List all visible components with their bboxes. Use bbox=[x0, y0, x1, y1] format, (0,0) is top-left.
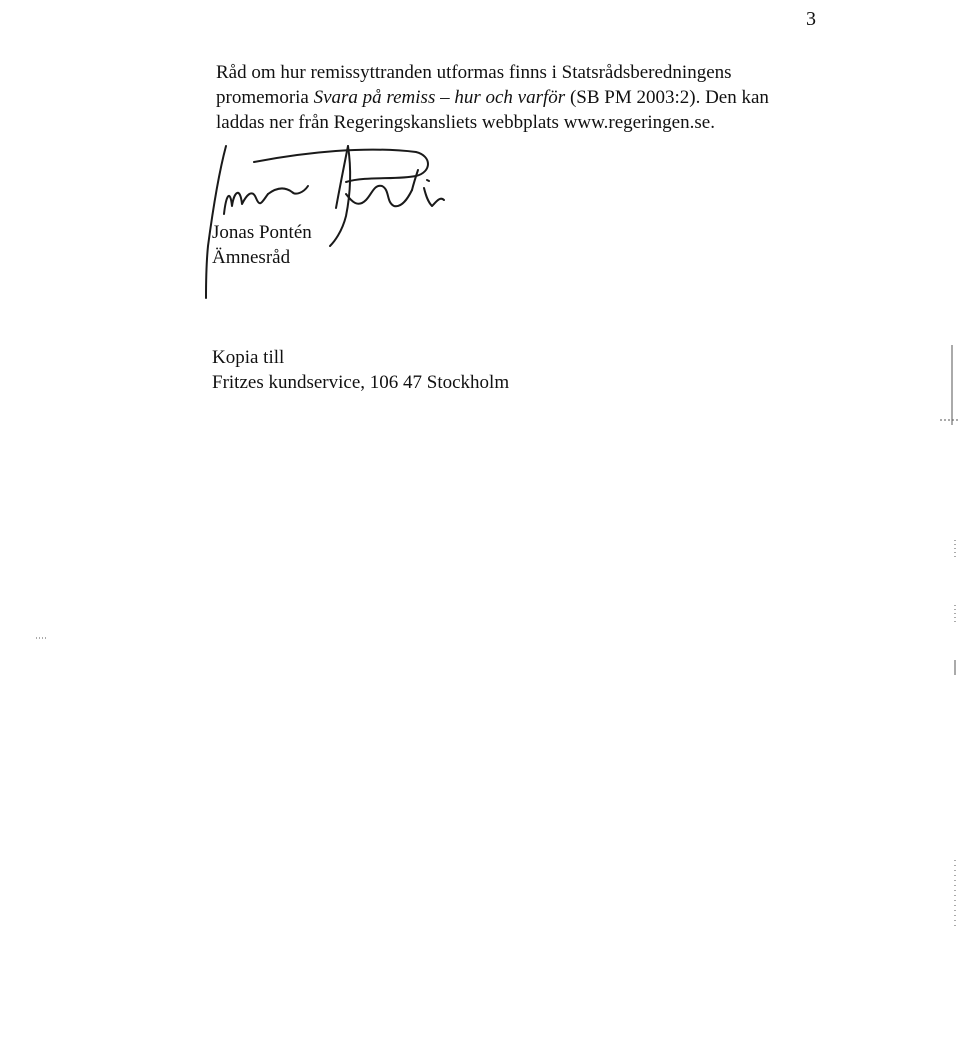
signer-block bbox=[212, 220, 312, 270]
copy-recipient: Fritzes kundservice, 106 47 Stockholm bbox=[212, 372, 510, 393]
paragraph-line-1: Råd om hur remissyttranden utformas finns i Statsrådsberedningens bbox=[216, 62, 732, 83]
paragraph-line-2-end: (SB PM 2003:2). Den kan bbox=[565, 87, 769, 108]
paragraph-line-2 bbox=[216, 85, 816, 110]
page-number: 3 bbox=[806, 8, 816, 30]
paragraph-line-3: laddas ner från Regeringskansliets webbplats www.regeringen.se. bbox=[216, 112, 715, 133]
paragraph-line-2-start: promemoria bbox=[216, 87, 314, 108]
signer-title: Ämnesråd bbox=[212, 247, 291, 268]
document-title-italic: Svara på remiss – hur och varför bbox=[313, 87, 566, 108]
copy-section bbox=[212, 345, 509, 395]
copy-heading: Kopia till bbox=[212, 347, 285, 368]
body-paragraph bbox=[216, 60, 816, 135]
signer-name: Jonas Pontén bbox=[212, 222, 312, 243]
